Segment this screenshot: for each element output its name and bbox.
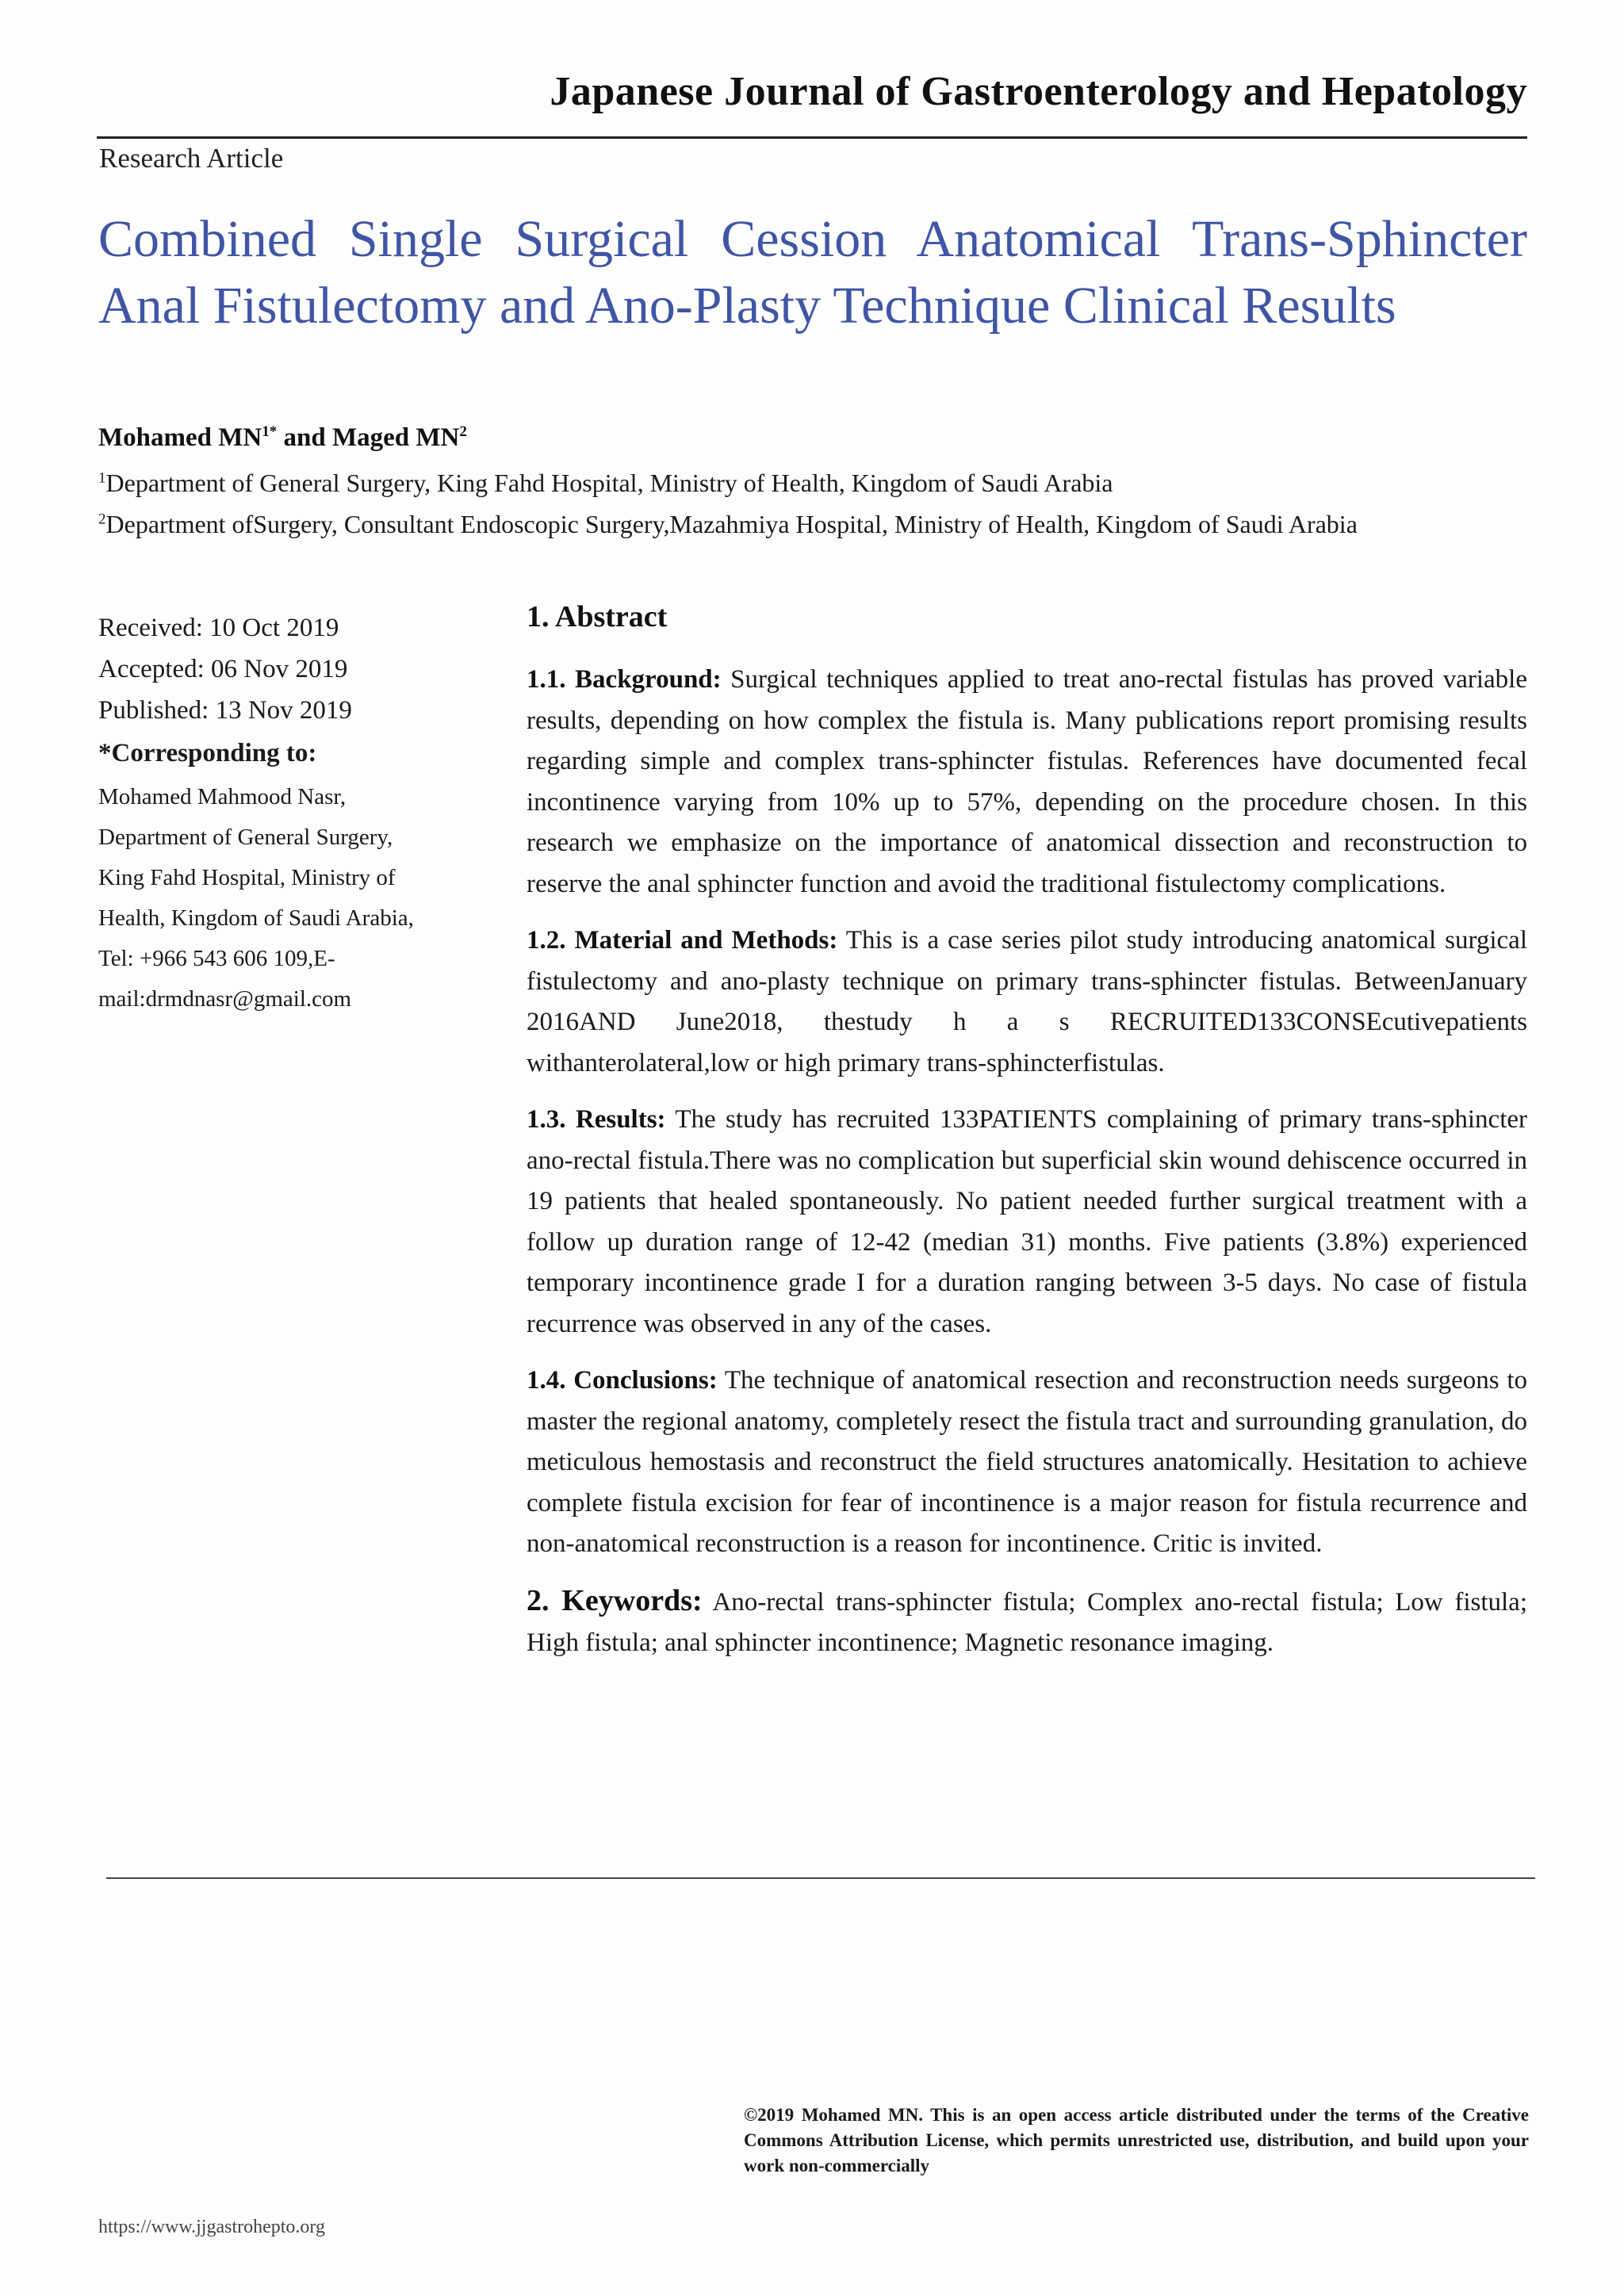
abstract-conclusions [527, 1360, 1527, 1565]
affiliation-2-number: 2 [98, 511, 106, 528]
abstract-heading: 1. Abstract [527, 600, 668, 633]
methods-label: 1.2. Material and Methods: [527, 926, 838, 955]
conclusions-label: 1.4. Conclusions: [527, 1366, 718, 1395]
journal-url-link[interactable]: https://www.jjgastrohepto.org [98, 2217, 325, 2237]
keywords-text: Ano-rectal trans-sphincter fistula; Complex ano-rectal fistula; Low fistula; High fistula; anal sphincter incontinence; Magnetic resonance imaging. [527, 1587, 1527, 1657]
keywords-label: 2. Keywords: [527, 1583, 703, 1617]
author-1-superscript: 1* [262, 423, 278, 440]
abstract-results [527, 1100, 1527, 1345]
author-line [98, 423, 467, 453]
published-date: Published: 13 Nov 2019 [98, 696, 352, 725]
article-type: Research Article [99, 143, 284, 174]
author-joiner: and [277, 423, 332, 452]
journal-title: Japanese Journal of Gastroenterology and Hepatology [550, 69, 1527, 114]
affiliation-1-text: Department of General Surgery, King Fahd Hospital, Ministry of Health, Kingdom of Saudi Arabia [105, 469, 1113, 497]
keywords [527, 1581, 1527, 1664]
correspondence-details: Mohamed Mahmood Nasr, Department of General Surgery, King Fahd Hospital, Ministry of Health, Kingdom of Saudi Arabia, Tel: +966 543 606 109,E-mail:drmdnasr@gmail.com [98, 784, 414, 1012]
background-text: Surgical techniques applied to treat ano-rectal fistulas has proved variable results, depending on how complex the fistula is. Many publications report promising results regarding simple and complex trans-sphincter fistulas. References have documented fecal incontinence varying from 10% up to 57%, depending on the procedure chosen. In this research we emphasize on the importance of anatomical dissection and reconstruction to reserve the anal sphincter function and avoid the traditional fistulectomy complications. [527, 665, 1527, 898]
conclusions-text: The technique of anatomical resection and reconstruction needs surgeons to master the regional anatomy, completely resect the fistula tract and surrounding granulation, do meticulous hemostasis and reconstruct the field structures anatomically. Hesitation to achieve complete fistula excision for fear of incontinence is a major reason for fistula recurrence and non-anatomical reconstruction is a reason for incontinence. Critic is invited. [527, 1366, 1527, 1558]
article-dates [98, 607, 431, 731]
affiliation-1 [98, 463, 1526, 503]
results-text: The study has recruited 133PATIENTS complaining of primary trans-sphincter ano-rectal fistula.There was no complication but superficial skin wound dehiscence occurred in 19 patients that healed spontaneously. No patient needed further surgical treatment with a follow up duration range of 12-42 (median 31) months. Five patients (3.8%) experienced temporary incontinence grade I for a duration ranging between 3-5 days. No case of fistula recurrence was observed in any of the cases. [527, 1105, 1527, 1338]
header-divider [97, 136, 1527, 139]
author-1: Mohamed MN [98, 423, 262, 452]
background-label: 1.1. Background: [527, 665, 722, 694]
methods-text: This is a case series pilot study introducing anatomical surgical fistulectomy and ano-plasty technique on primary trans-sphincter fistulas. BetweenJanuary 2016AND June2018, thestudy h a s RECRUITED133CONSEcutivepatients withanterolateral,low or high primary trans-sphincterfistulas. [527, 926, 1527, 1077]
affiliation-2-text: Department ofSurgery, Consultant Endoscopic Surgery,Mazahmiya Hospital, Ministry of Health, Kingdom of Saudi Arabia [105, 510, 1358, 538]
correspondence-heading: *Corresponding to: [98, 739, 317, 767]
abstract-background [527, 660, 1527, 905]
received-date: Received: 10 Oct 2019 [98, 614, 339, 642]
author-2-superscript: 2 [459, 423, 467, 440]
affiliation-2 [98, 504, 1526, 545]
paper-title: Combined Single Surgical Cession Anatomical Trans-Sphincter Anal Fistulectomy and Ano-Plasty Technique Clinical Results [98, 210, 1527, 335]
abstract-column [527, 596, 1527, 1664]
results-label: 1.3. Results: [527, 1105, 666, 1134]
license-notice: ©2019 Mohamed MN. This is an open access article distributed under the terms of the Creative Commons Attribution License, which permits unrestricted use, distribution, and build upon your work non-commercially [744, 2105, 1529, 2175]
article-info-sidebar [98, 607, 431, 1020]
abstract-methods [527, 920, 1527, 1084]
accepted-date: Accepted: 06 Nov 2019 [98, 655, 348, 683]
footer-divider [106, 1877, 1535, 1879]
affiliation-1-number: 1 [98, 469, 106, 487]
author-2: Maged MN [331, 423, 460, 452]
